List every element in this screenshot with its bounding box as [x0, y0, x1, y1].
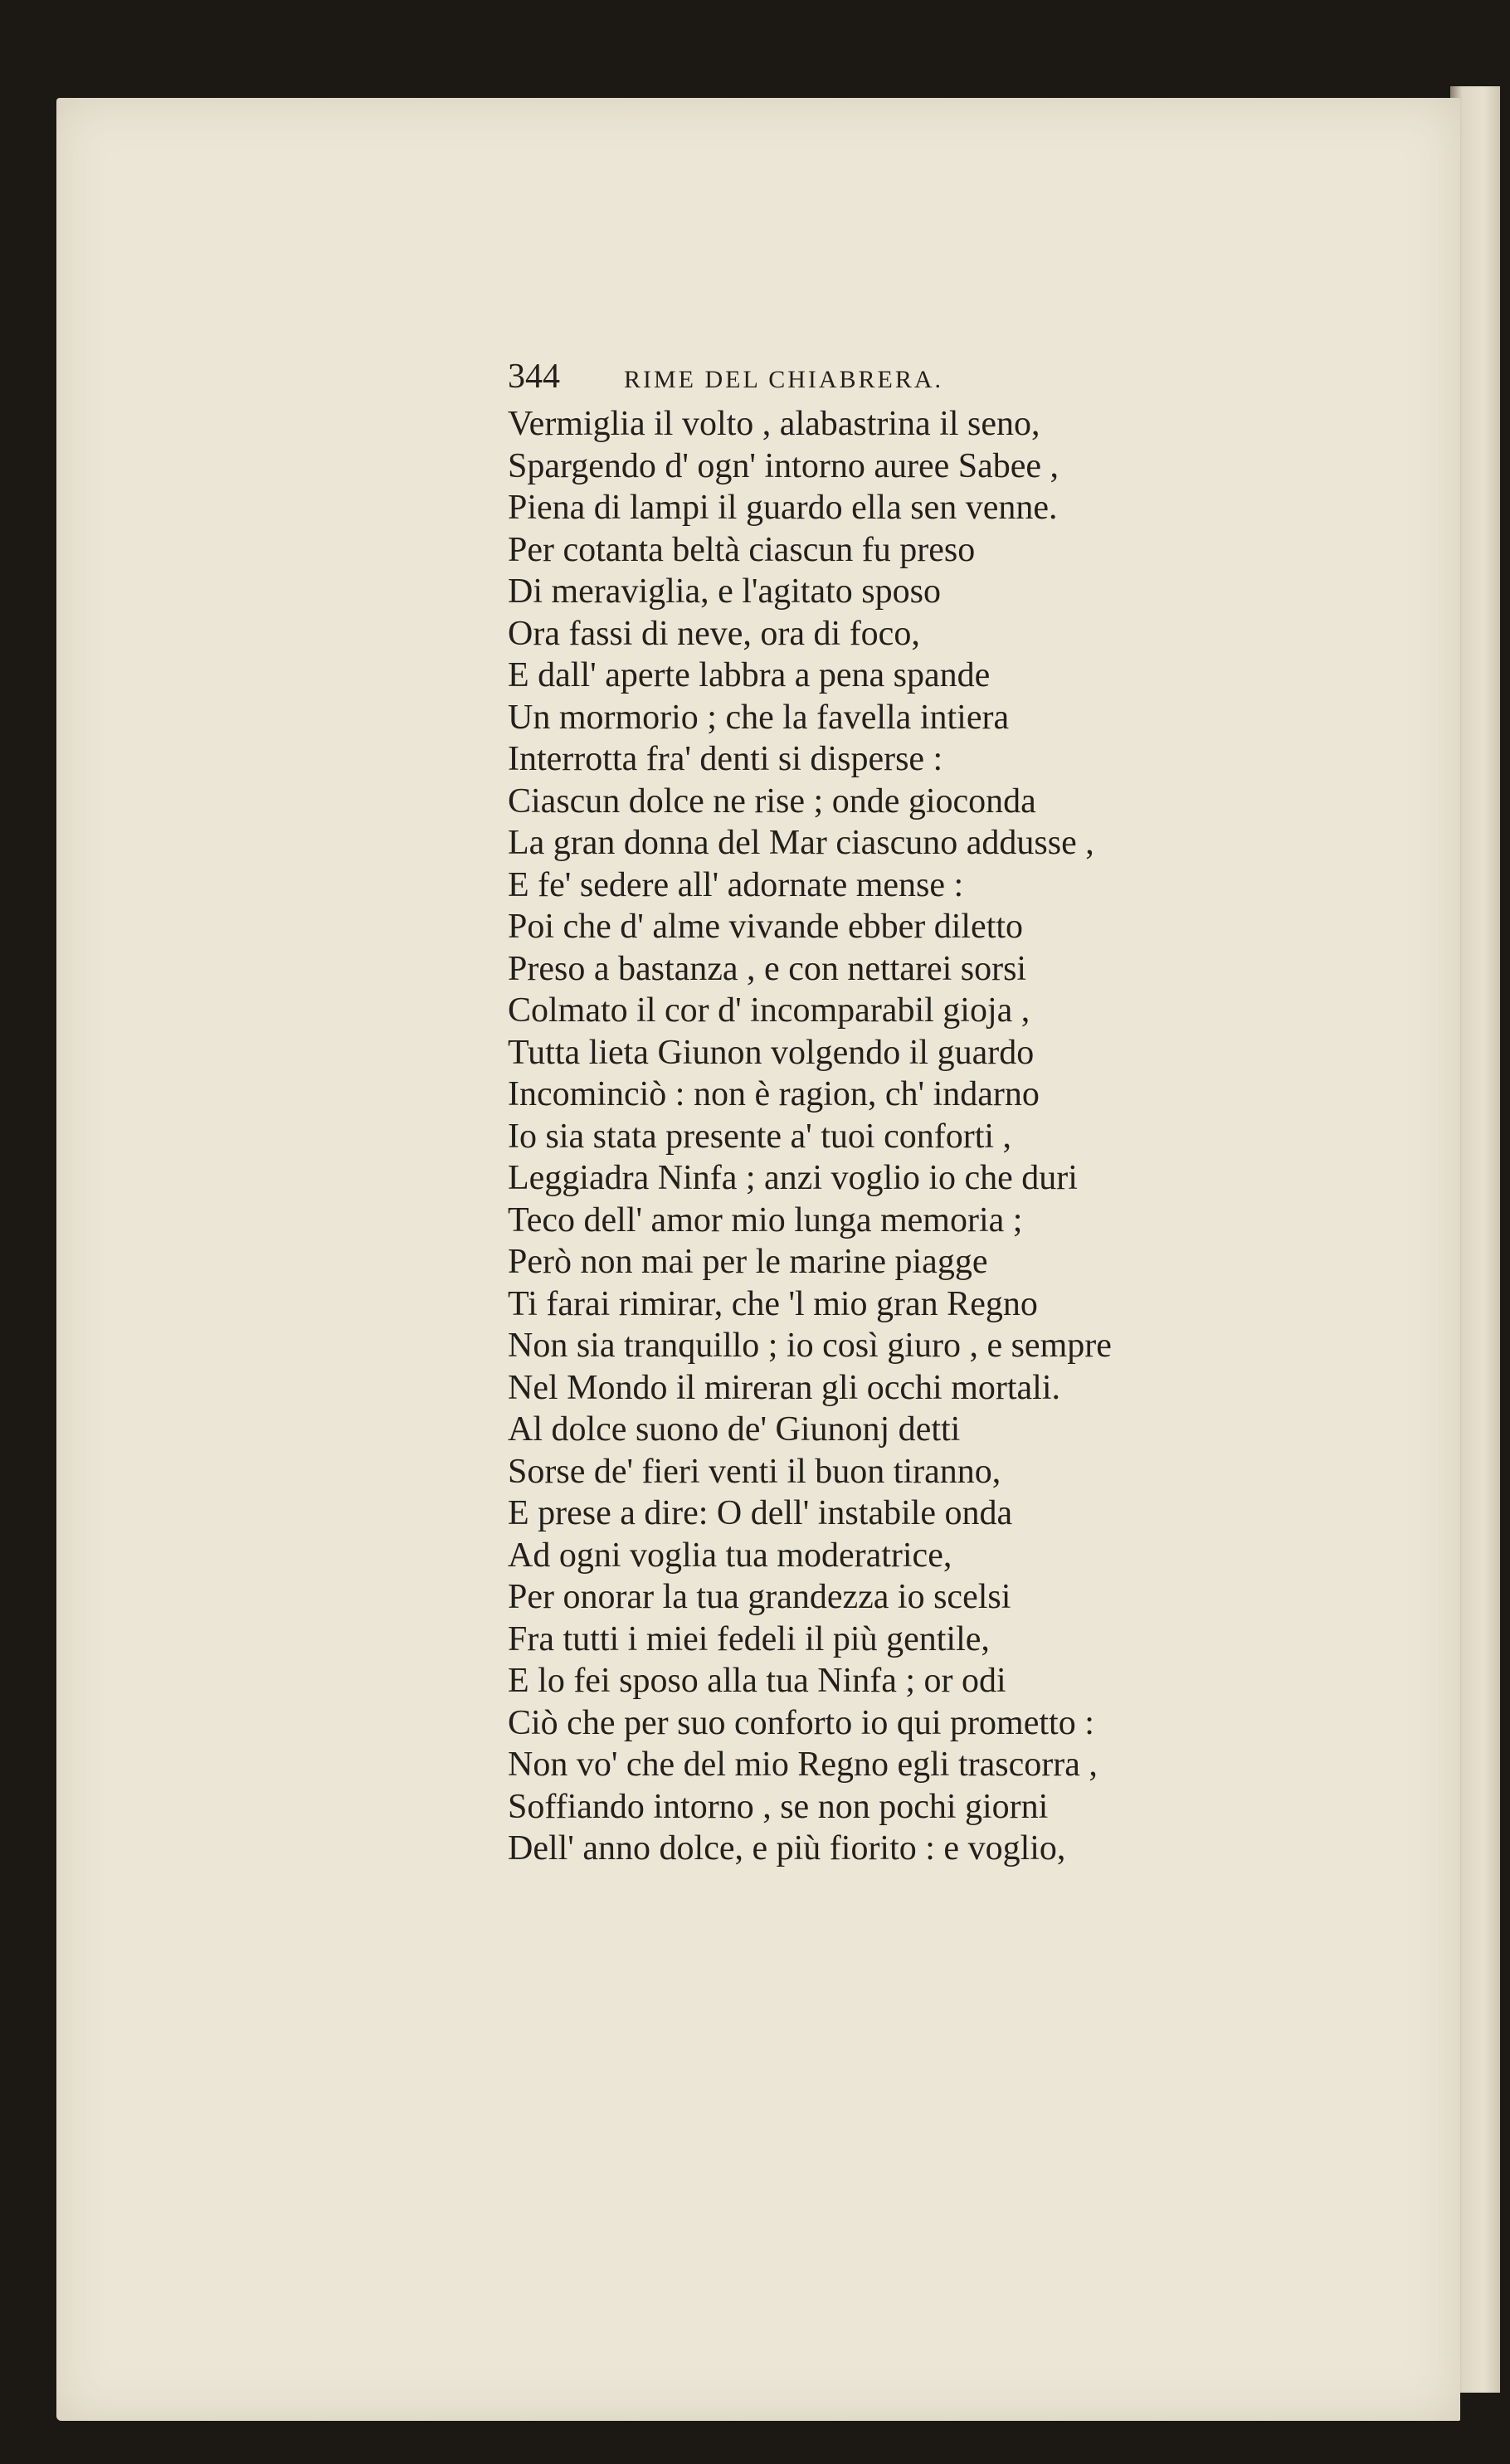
verse-line: E prese a dire: O dell' instabile onda: [508, 1494, 1013, 1532]
verse-line: La gran donna del Mar ciascuno addusse ,: [508, 824, 1094, 862]
verse-line: Tutta lieta Giunon volgendo il guardo: [508, 1033, 1035, 1072]
verse-line: Però non mai per le marine piagge: [508, 1243, 988, 1281]
verse-line: Incominciò : non è ragion, ch' indarno: [508, 1075, 1040, 1113]
verse-line: E lo fei sposo alla tua Ninfa ; or odi: [508, 1662, 1006, 1700]
verse-line: E fe' sedere all' adornate mense :: [508, 865, 964, 904]
verse-line: Preso a bastanza , e con nettarei sorsi: [508, 949, 1027, 988]
running-head: [508, 357, 1337, 403]
verse-line: Un mormorio ; che la favella intiera: [508, 698, 1010, 737]
verse-line: Soffiando intorno , se non pochi giorni: [508, 1787, 1049, 1826]
page-number: 344: [508, 358, 560, 396]
verse-line: Di meraviglia, e l'agitato sposo: [508, 572, 941, 611]
verse-line: Ciò che per suo conforto io qui prometto :: [508, 1703, 1094, 1742]
verse-line: Per onorar la tua grandezza io scelsi: [508, 1578, 1011, 1616]
verse-line: Non sia tranquillo ; io così giuro , e sempre: [508, 1327, 1112, 1365]
verse-line: Interrotta fra' denti si disperse :: [508, 740, 943, 778]
verse-line: E dall' aperte labbra a pena spande: [508, 656, 991, 694]
running-title: RIME DEL CHIABRERA.: [624, 366, 944, 393]
verse-line: Al dolce suono de' Giunonj detti: [508, 1410, 961, 1449]
verse-line: Vermiglia il volto , alabastrina il seno,: [508, 405, 1040, 443]
verse-line: Colmato il cor d' incomparabil gioja ,: [508, 991, 1030, 1030]
poem-verses: [508, 403, 1337, 1870]
verse-line: Spargendo d' ogn' intorno auree Sabee ,: [508, 446, 1059, 485]
verse-line: Teco dell' amor mio lunga memoria ;: [508, 1200, 1023, 1239]
verse-line: Nel Mondo il mireran gli occhi mortali.: [508, 1368, 1061, 1407]
verse-line: Ora fassi di neve, ora di foco,: [508, 614, 920, 653]
verse-line: Ciascun dolce ne rise ; onde gioconda: [508, 782, 1036, 821]
verse-line: Leggiadra Ninfa ; anzi voglio io che duri: [508, 1159, 1078, 1197]
verse-line: Ad ogni voglia tua moderatrice,: [508, 1536, 952, 1575]
verse-line: Io sia stata presente a' tuoi conforti ,: [508, 1117, 1012, 1156]
verse-line: Non vo' che del mio Regno egli trascorra ,: [508, 1746, 1098, 1784]
verse-line: Piena di lampi il guardo ella sen venne.: [508, 489, 1058, 527]
page-text: [508, 357, 1337, 1870]
verse-line: Sorse de' fieri venti il buon tiranno,: [508, 1452, 1001, 1491]
verse-line: Dell' anno dolce, e più fiorito : e voglio,: [508, 1829, 1066, 1867]
verse-line: Fra tutti i miei fedeli il più gentile,: [508, 1619, 990, 1658]
verse-line: Per cotanta beltà ciascun fu preso: [508, 530, 976, 569]
verse-line: Ti farai rimirar, che 'l mio gran Regno: [508, 1284, 1038, 1323]
verse-line: Poi che d' alme vivande ebber diletto: [508, 908, 1024, 946]
